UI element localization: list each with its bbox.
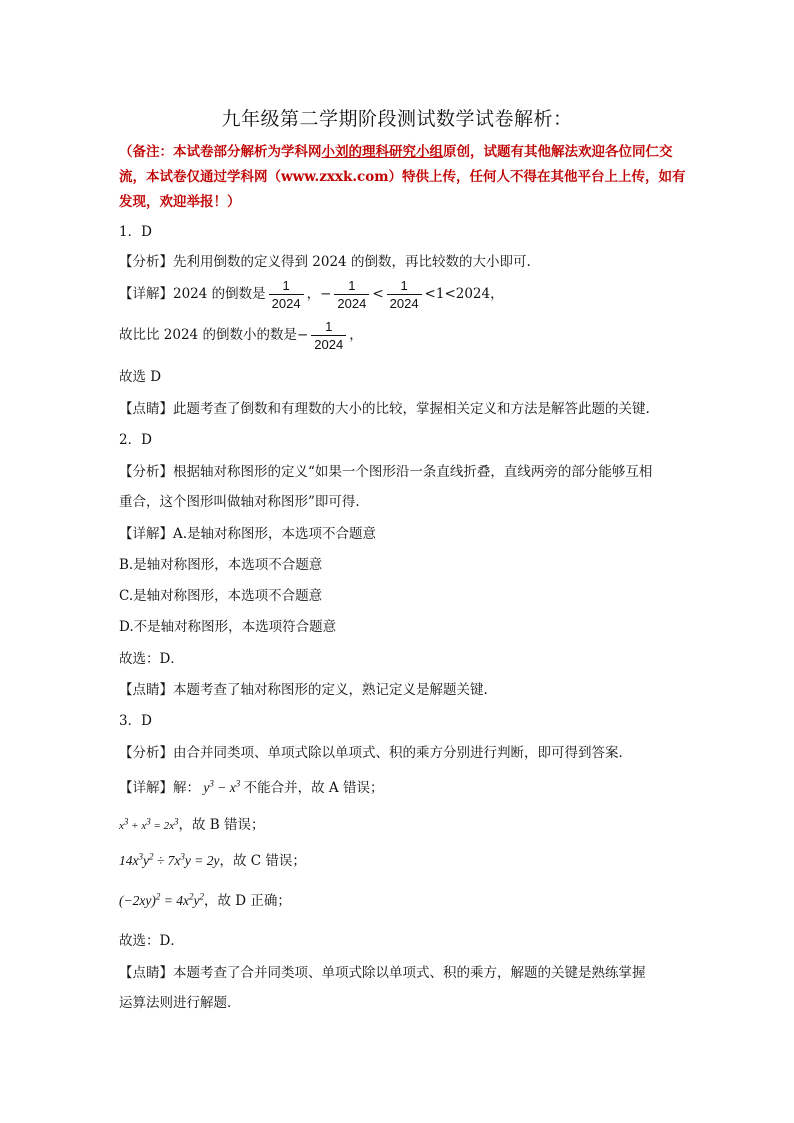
minus-sign: − [320, 286, 332, 302]
q3-d-text: ，故 D 正确； [203, 893, 291, 909]
q3-detail-d [119, 889, 291, 909]
q2-number: 2．D [119, 432, 152, 448]
notice-part1: （备注：本试卷部分解析为学科网 [119, 144, 322, 160]
page-title: 九年级第二学期阶段测试数学试卷解析： [221, 108, 573, 130]
fraction [334, 277, 369, 312]
fraction-denominator: 2024 [387, 294, 422, 312]
fraction-numerator: 1 [348, 278, 356, 293]
q3-detail-c [119, 849, 306, 869]
q2-detail-a: 【详解】A.是轴对称图形，本选项不合题意 [119, 526, 377, 542]
q1-comment: 【点睛】此题考查了倒数和有理数的大小的比较，掌握相关定义和方法是解答此题的关键. [119, 401, 650, 417]
q2-analysis-line2: 重合，这个图形叫做轴对称图形”即可得. [119, 494, 360, 510]
q1-conclusion [119, 318, 363, 353]
fraction [311, 318, 346, 353]
q3-detail-prefix: 【详解】解： [119, 780, 200, 796]
q3-choose: 故选：D． [119, 933, 184, 949]
fraction [269, 277, 304, 312]
q3-comment-line1: 【点睛】本题考查了合并同类项、单项式除以单项式、积的乘方，解题的关键是熟练掌握 [119, 965, 646, 981]
q2-detail-b: B.是轴对称图形，本选项不合题意 [119, 557, 323, 573]
q2-analysis-line1: 【分析】根据轴对称图形的定义“如果一个图形沿一条直线折叠，直线两旁的部分能够互相 [119, 464, 653, 480]
fraction-numerator: 1 [325, 319, 333, 334]
q1-comma: ， [306, 286, 321, 302]
q3-b-text: ，故 B 错误； [178, 817, 265, 833]
fraction-numerator: 1 [282, 278, 290, 293]
q1-detail-prefix: 【详解】2024 的倒数是 [119, 286, 266, 302]
math-expression-a: $y^3 - x^3$ [200, 778, 241, 795]
q2-detail-c: C.是轴对称图形，本选项不合题意 [119, 588, 323, 604]
q3-analysis: 【分析】由合并同类项、单项式除以单项式、积的乘方分别进行判断，即可得到答案． [119, 745, 632, 761]
minus-sign: − [296, 327, 309, 343]
math-expression-d: $(-2xy)^2 = 4x^2y^2$ [119, 891, 204, 908]
q3-detail-b [119, 813, 265, 833]
fraction-denominator: 2024 [311, 335, 346, 353]
q1-conclusion-prefix: 故比比 2024 的倒数小的数是 [119, 327, 297, 343]
notice-part2: 原创，试题有其他解法欢迎各位同仁交流，本试卷仅通过学科网（www.zxxk.com）特供上传，任何人不得在其他平台上上传，如有发现，欢迎举报！） [119, 144, 686, 210]
q2-comment: 【点睛】本题考查了轴对称图形的定义，熟记定义是解题关键. [119, 682, 488, 698]
q1-detail-tail: <1<2024， [424, 286, 504, 302]
fraction-numerator: 1 [400, 278, 408, 293]
q3-c-text: ，故 C 错误； [219, 853, 306, 869]
math-expression-c: $14x^3y^2 \div 7x^3y = 2y$ [119, 851, 220, 868]
q1-analysis: 【分析】先利用倒数的定义得到 2024 的倒数，再比较数的大小即可. [119, 254, 531, 270]
q3-detail-a [119, 776, 383, 796]
fraction [387, 277, 422, 312]
q3-comment-line2: 运算法则进行解题． [119, 995, 241, 1011]
copyright-notice [119, 140, 699, 215]
q1-number: 1．D [119, 224, 152, 240]
less-than-sign: < [372, 286, 384, 302]
fraction-denominator: 2024 [269, 294, 304, 312]
notice-underlined: 小刘的理科研究小组 [321, 144, 443, 160]
q1-conclusion-comma: ， [349, 327, 363, 343]
fraction-denominator: 2024 [334, 294, 369, 312]
q2-detail-d: D.不是轴对称图形，本选项符合题意 [119, 619, 337, 635]
math-expression-b: $x^3 + x^3 = 2x^3$ [119, 816, 179, 832]
q1-detail [119, 277, 504, 312]
q2-choose: 故选：D． [119, 651, 184, 667]
q3-number: 3．D [119, 713, 152, 729]
q3-a-text: 不能合并，故 A 错误； [243, 780, 384, 796]
q1-choose: 故选 D [119, 369, 162, 385]
